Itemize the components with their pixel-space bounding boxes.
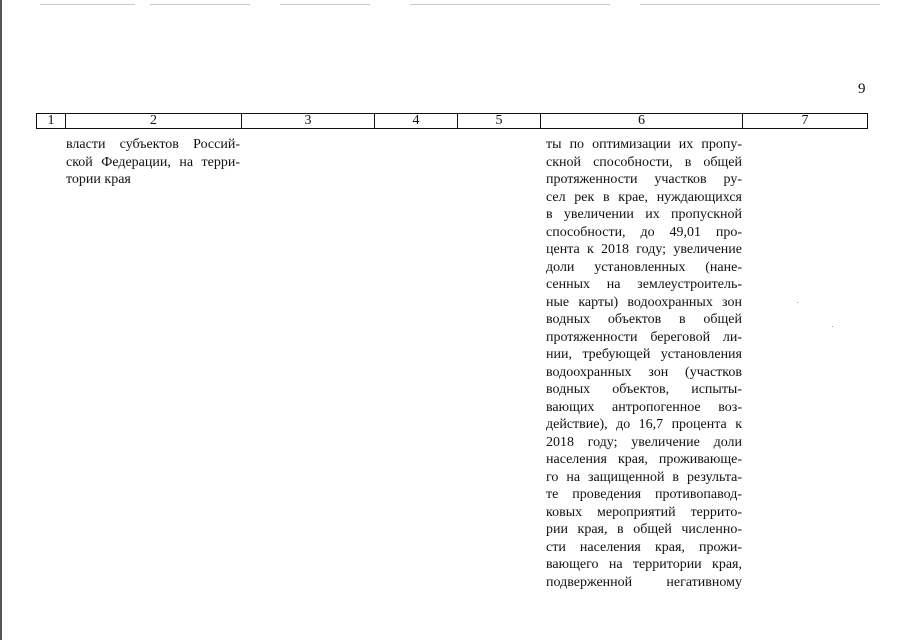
scan-edge <box>0 0 2 640</box>
text-line: тории края <box>66 172 131 187</box>
text-line: те проведения противопавод- <box>546 487 742 502</box>
text-line: ты по оптимизации их пропу- <box>546 137 742 152</box>
text-line: водных объектов, испыты- <box>546 382 742 397</box>
table-header-cell-7: 7 <box>801 113 809 128</box>
text-line: вающих антропогенное воз- <box>546 399 742 415</box>
text-line: водоохранных зон (участков <box>546 364 742 380</box>
text-line: ные карты) водоохранных зон <box>546 294 742 310</box>
text-line: 2018 году; увеличение доли <box>546 434 742 450</box>
scan-artifact-line <box>640 4 880 5</box>
table-header-cell-5: 5 <box>458 114 541 128</box>
scan-speck <box>797 302 798 303</box>
text-line: го на защищенной в результа- <box>546 469 742 485</box>
column-6-text <box>546 136 742 591</box>
text-line: ской Федерации, на терри- <box>66 154 240 170</box>
table-header-row <box>36 113 868 129</box>
text-line: населения края, проживающе- <box>546 452 742 467</box>
text-line: действие), до 16,7 процента к <box>546 417 742 432</box>
text-line: в увеличении их пропускной <box>546 207 742 222</box>
text-line: водных объектов в общей <box>546 312 742 327</box>
table-header-cell-4: 4 <box>375 114 458 128</box>
text-line: доли установленных (нане- <box>546 259 742 275</box>
text-line: протяженности береговой ли- <box>546 329 742 345</box>
text-line: протяженности участков ру- <box>546 172 742 187</box>
table-header-cell-1: 1 <box>37 114 66 128</box>
scan-artifact-line <box>410 4 610 5</box>
table-header-cell-6: 6 <box>541 114 743 128</box>
text-line: нии, требующей установления <box>546 347 742 362</box>
text-line: рии края, в общей численно- <box>546 522 742 537</box>
column-2-text <box>66 136 240 189</box>
scan-artifact-line <box>40 4 135 5</box>
table-header-cell-2: 2 <box>66 114 242 128</box>
text-line: ковых мероприятий террито- <box>546 504 742 520</box>
text-line: сел рек в крае, нуждающихся <box>546 189 742 205</box>
page-number: 9 <box>858 81 866 97</box>
scan-artifact-line <box>280 4 370 5</box>
scan-speck <box>832 326 833 327</box>
text-line: подверженной негативному <box>546 574 742 590</box>
scan-artifact-line <box>150 4 250 5</box>
text-line: сти населения края, прожи- <box>546 539 742 555</box>
text-line: вающего на территории края, <box>546 557 742 572</box>
text-line: способности, до 49,01 про- <box>546 224 742 240</box>
text-line: власти субъектов Россий- <box>66 137 240 152</box>
text-line: скной способности, в общей <box>546 154 742 170</box>
text-line: сенных на землеустроитель- <box>546 277 742 292</box>
table-header-cell-3: 3 <box>242 114 375 128</box>
text-line: цента к 2018 году; увеличение <box>546 242 742 257</box>
